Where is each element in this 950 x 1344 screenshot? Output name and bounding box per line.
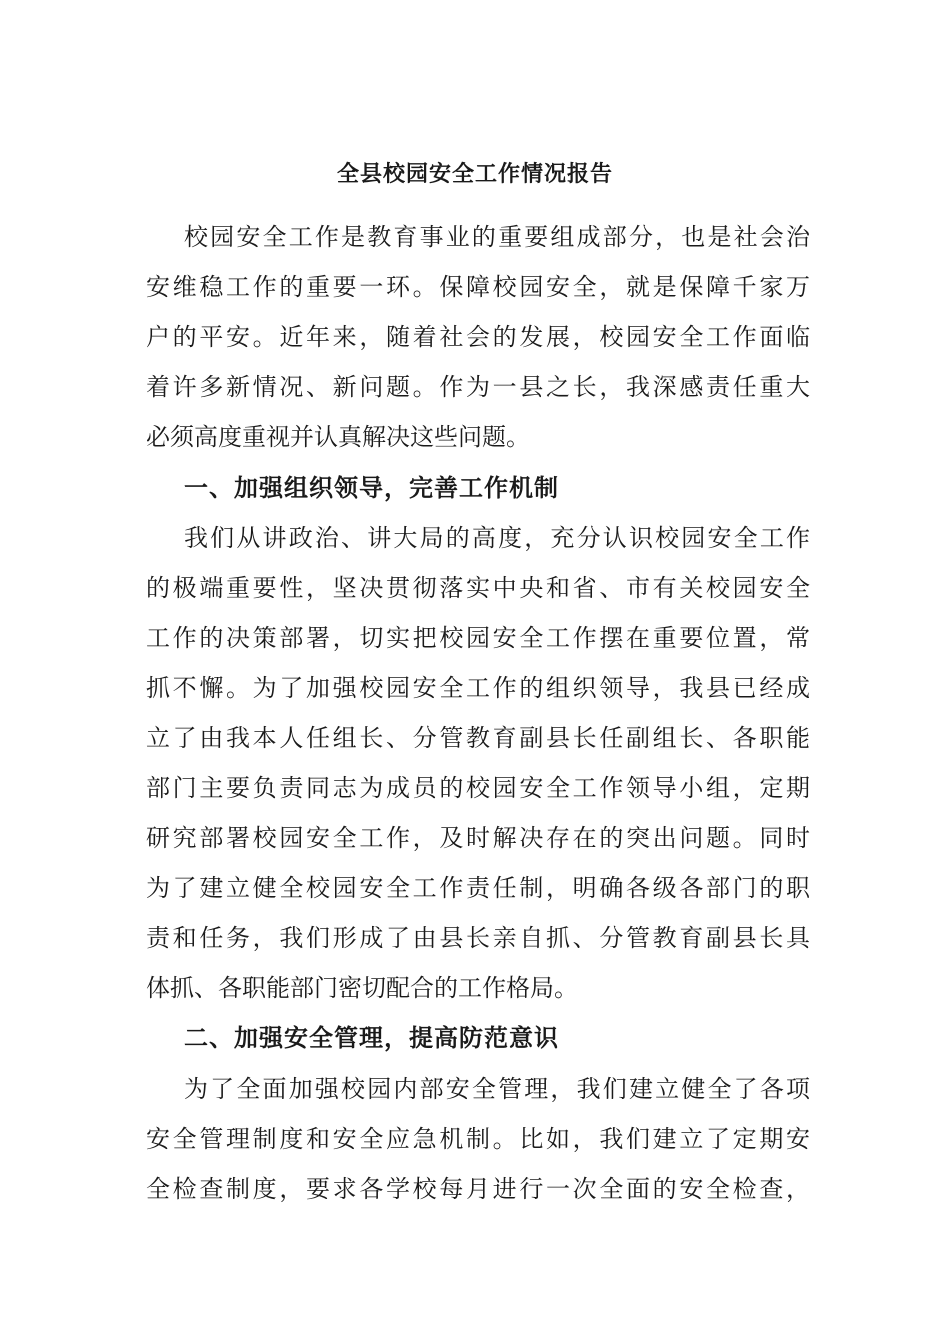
- document-title: 全县校园安全工作情况报告: [336, 162, 613, 187]
- section1-line: 我们从讲政治、讲大局的高度，充分认识校园安全工作: [184, 524, 810, 552]
- intro-line: 安维稳工作的重要一环。保障校园安全，就是保障千家万: [146, 273, 810, 301]
- section1-line: 为了建立健全校园安全工作责任制，明确各级各部门的职: [146, 874, 810, 902]
- section2-line: 为了全面加强校园内部安全管理，我们建立健全了各项: [184, 1075, 810, 1103]
- intro-line: 必须高度重视并认真解决这些问题。: [146, 423, 530, 451]
- section1-heading: 一、加强组织领导，完善工作机制: [184, 474, 559, 502]
- intro-line: 着许多新情况、新问题。作为一县之长，我深感责任重大: [146, 373, 810, 401]
- intro-line: 户的平安。近年来，随着社会的发展，校园安全工作面临: [146, 323, 810, 351]
- section1-line: 责和任务，我们形成了由县长亲自抓、分管教育副县长具: [146, 924, 810, 952]
- section2-line: 安全管理制度和安全应急机制。比如，我们建立了定期安: [146, 1125, 810, 1153]
- section1-line: 工作的决策部署，切实把校园安全工作摆在重要位置，常: [146, 624, 810, 652]
- section2-line: 全检查制度，要求各学校每月进行一次全面的安全检查，: [146, 1175, 810, 1203]
- section1-line: 研究部署校园安全工作，及时解决存在的突出问题。同时: [146, 824, 810, 852]
- intro-line: 校园安全工作是教育事业的重要组成部分，也是社会治: [184, 223, 810, 251]
- section2-heading: 二、加强安全管理，提高防范意识: [184, 1024, 559, 1052]
- section1-line: 抓不懈。为了加强校园安全工作的组织领导，我县已经成: [146, 674, 810, 702]
- section1-line: 部门主要负责同志为成员的校园安全工作领导小组，定期: [146, 774, 810, 802]
- section1-line: 立了由我本人任组长、分管教育副县长任副组长、各职能: [146, 724, 810, 752]
- section1-line: 体抓、各职能部门密切配合的工作格局。: [146, 974, 578, 1002]
- section1-line: 的极端重要性，坚决贯彻落实中央和省、市有关校园安全: [146, 574, 810, 602]
